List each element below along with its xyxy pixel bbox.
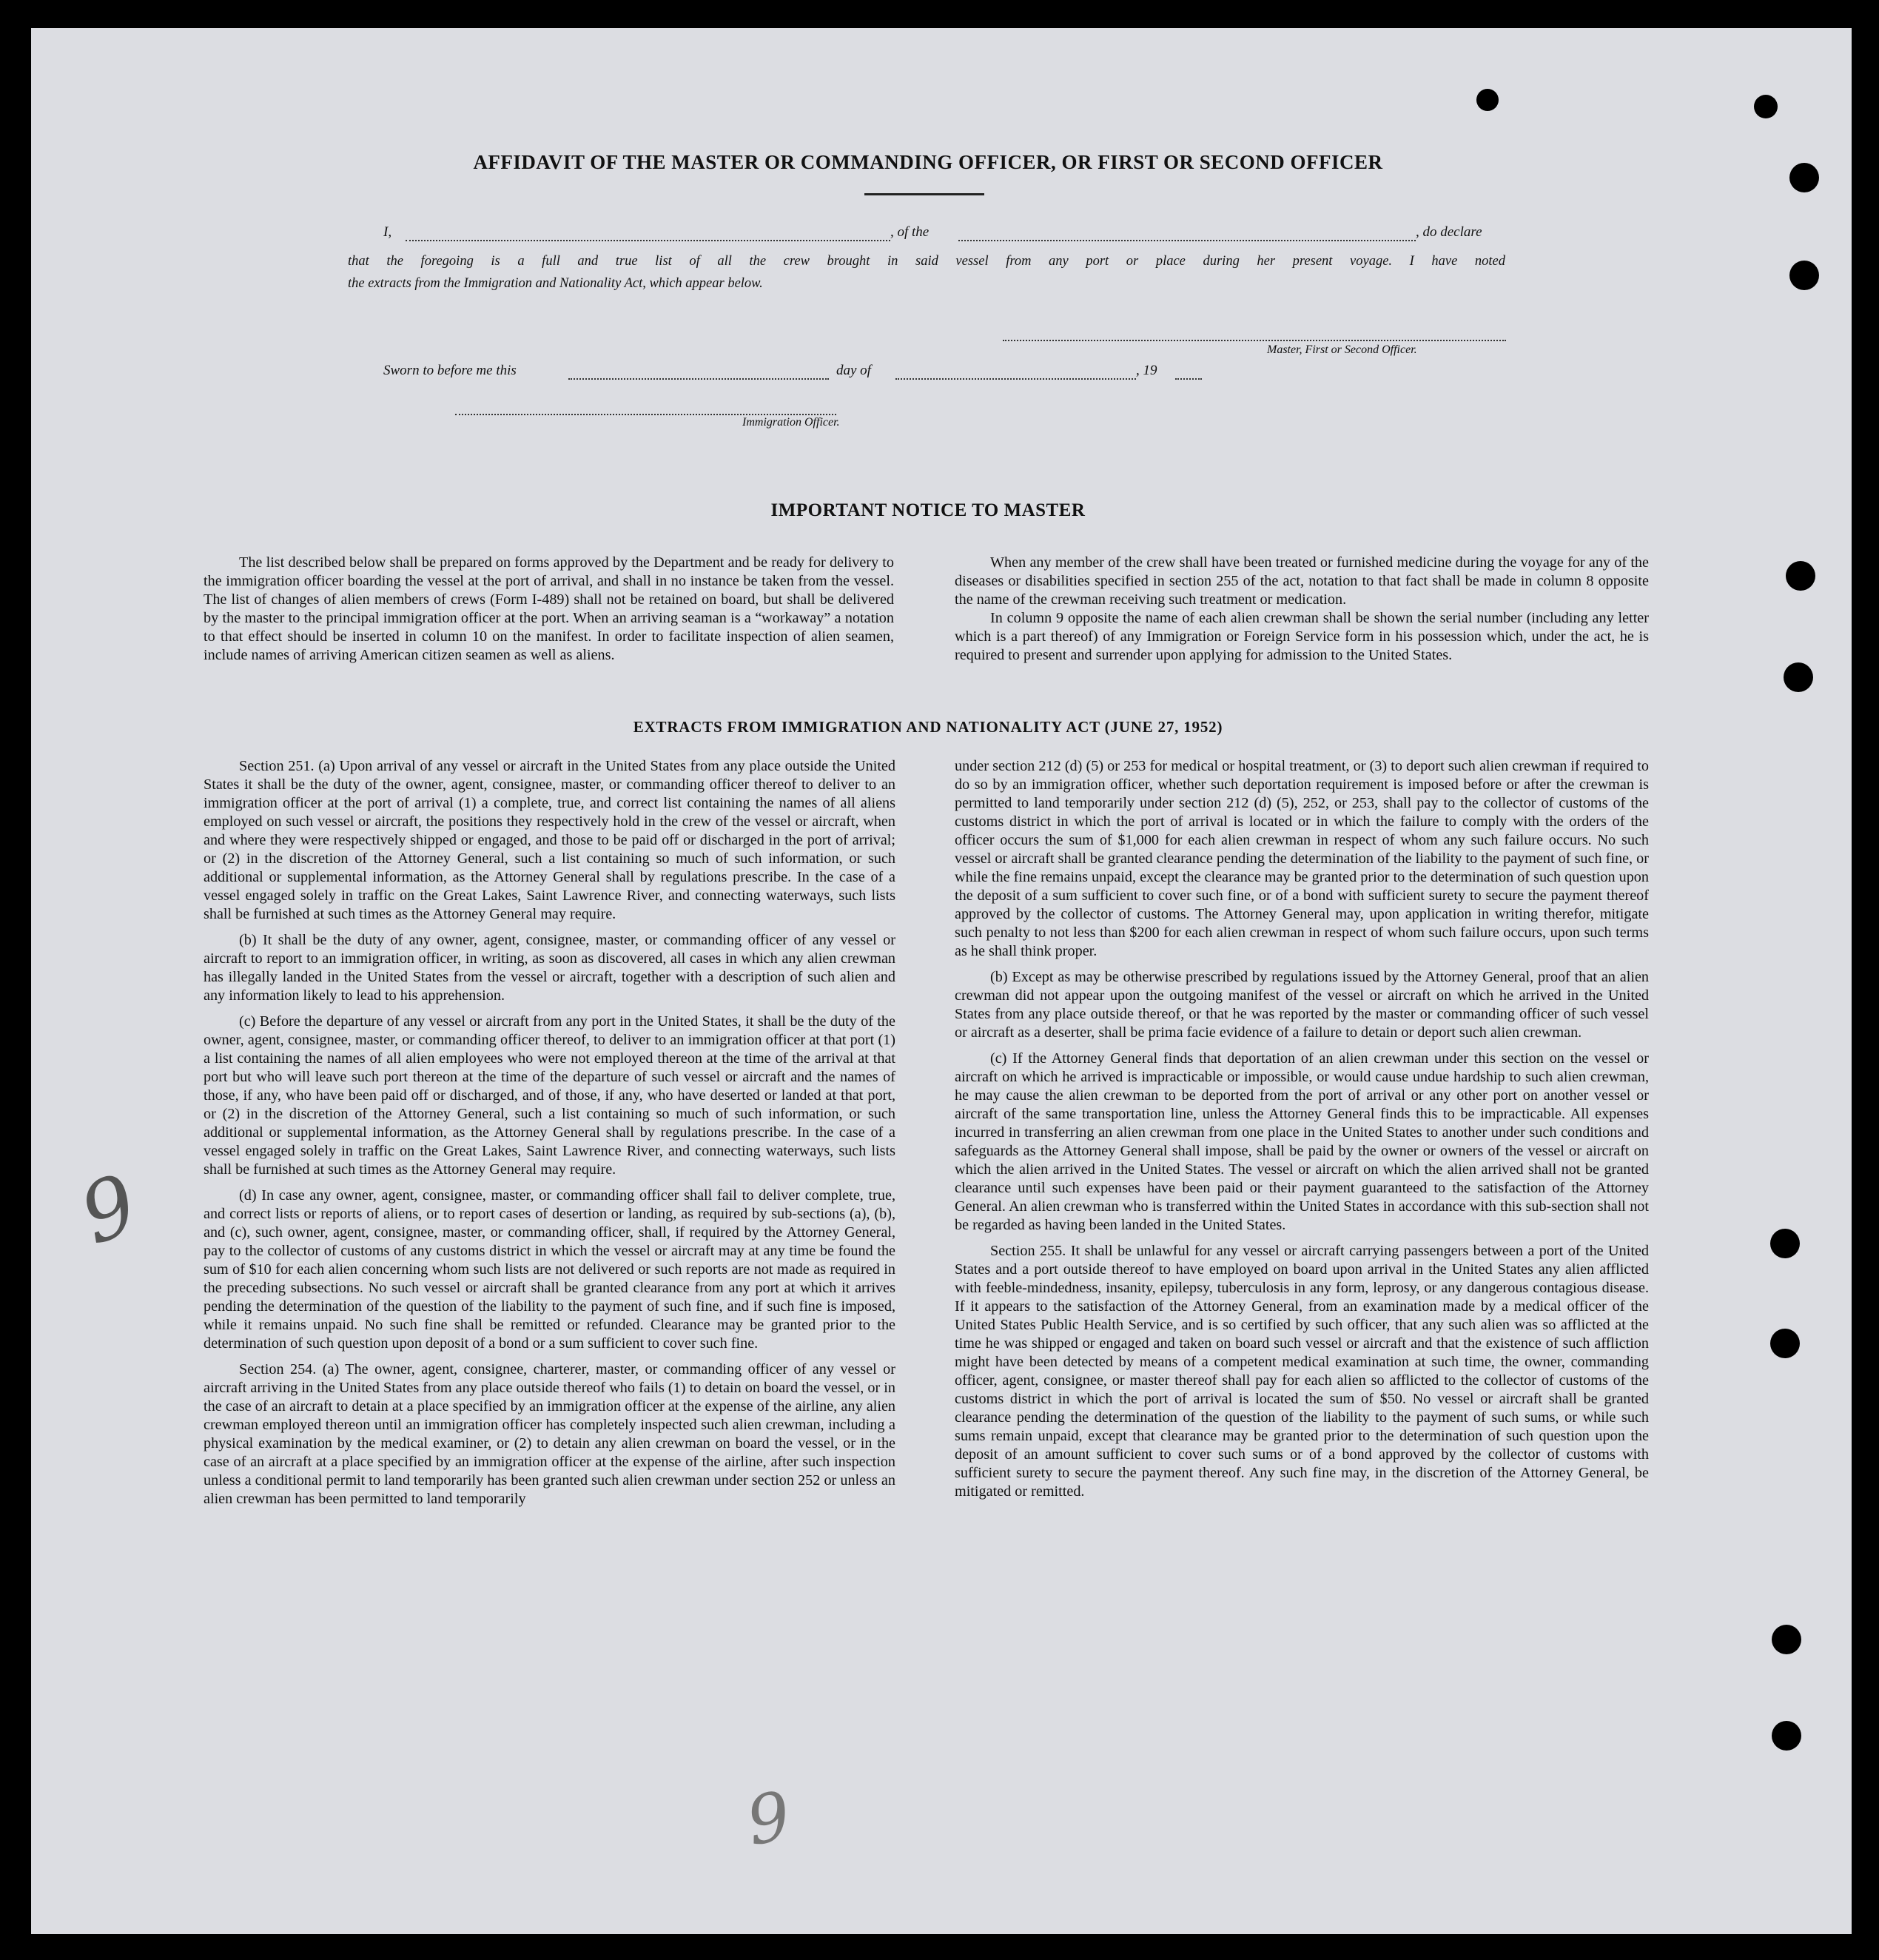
punch-hole bbox=[1770, 1229, 1800, 1258]
punch-hole bbox=[1772, 1625, 1801, 1654]
month-blank[interactable] bbox=[895, 377, 1136, 380]
notice-title: IMPORTANT NOTICE TO MASTER bbox=[770, 500, 1086, 520]
punch-hole bbox=[1784, 662, 1813, 692]
notice-right-text-2: In column 9 opposite the name of each alien crewman shall be shown the serial number (including any letter which is a part thereof) of any Immigration or Foreign Service form in his possession which, under the act, he is required to present and surrender upon applying for admission to the United States. bbox=[955, 610, 1649, 663]
affidavit-title: AFFIDAVIT OF THE MASTER OR COMMANDING OFFICER, OR FIRST OR SECOND OFFICER bbox=[473, 151, 1383, 173]
year-label: , 19 bbox=[1136, 363, 1157, 378]
name-blank[interactable] bbox=[406, 239, 890, 241]
sworn-day-blank[interactable] bbox=[568, 377, 829, 380]
punch-hole bbox=[1789, 163, 1819, 192]
section-254-c: (c) If the Attorney General finds that deportation of an alien crewman under this section on the vessel or aircraft on which he arrived is impracticable or impossible, or would cause undue hardship to such alien crewman, he may cause the alien crewman to be deported from the port of arrival or any other port on another vessel or aircraft of the same transportation line, unless the Attorney General finds this to be impracticable. All expenses incurred in transferring an alien crewman from one place in the United States to another under such conditions and safeguards as the Attorney General shall impose, shall be paid by the owner or owners of the vessel or aircraft on which the alien arrived in the United States. The vessel or aircraft on which the alien arrived shall not be granted clearance until such expenses have been paid or their payment guaranteed to the satisfaction of the Attorney General. An alien crewman who is transferred within the United States in accordance with this sub-section shall not be regarded as having been landed in the United States. bbox=[955, 1050, 1649, 1233]
affidavit-line-2: that the foregoing is a full and true list of all the crew brought in said vessel from any port or place during her present voyage. I have noted bbox=[348, 254, 1505, 269]
section-251-a: Section 251. (a) Upon arrival of any vessel or aircraft in the United States from any place outside the United States it shall be the duty of the owner, agent, consignee, master, or commanding officer thereof to deliver to an immigration officer at the port of arrival (1) a complete, true, and correct list containing the names of all aliens employed on such vessel or aircraft, the positions they respectively hold in the crew of the vessel or aircraft, when and where they were respectively shipped or engaged, and those to be paid off or discharged in the port of arrival; or (2) in the discretion of the Attorney General, such a list containing so much of such information, or such additional or supplemental information, as the Attorney General shall by regulations prescribe. In the case of a vessel engaged solely in traffic on the Great Lakes, Saint Lawrence River, and connecting waterways, such lists shall be furnished at such times as the Attorney General may require. bbox=[204, 758, 895, 922]
section-254-a-continued: under section 212 (d) (5) or 253 for medical or hospital treatment, or (3) to deport such alien crewman if required to do so by an immigration officer, whether such deportation requirement is imposed before or after the crewman is permitted to land temporarily under section 212 (d) (5), 252, or 253, shall pay to the collector of customs of the customs district in which the port of arrival is located or in which the failure to comply with the orders of the officer occurs the sum of $1,000 for each alien crewman in respect of whom any such failure occurs. No such vessel or aircraft shall be granted clearance pending the determination of the liability to the payment of such fine, or while the fine remains unpaid, except the clearance may be granted prior to the determination of such question upon the deposit of a sum sufficient to cover such fine, or of a bond with sufficient surety to secure the payment thereof approved by the collector of customs. The Attorney General may, upon application in writing therefor, mitigate such penalty to not less than $200 for each alien crewman in respect of whom such failure occurs, upon such terms as he shall think proper. bbox=[955, 758, 1649, 959]
extracts-title: EXTRACTS FROM IMMIGRATION AND NATIONALITY ACT (JUNE 27, 1952) bbox=[633, 718, 1223, 736]
officer-signature-label: Immigration Officer. bbox=[742, 416, 840, 429]
handwritten-page-number: 9 bbox=[68, 1155, 149, 1263]
affidavit-i-label: I, bbox=[383, 224, 392, 240]
section-255: Section 255. It shall be unlawful for any vessel or aircraft carrying passengers between a port of the United States and a port outside thereof to have employed on board upon arrival in the United States any alien afflicted with feeble-mindedness, insanity, epilepsy, tuberculosis in any form, leprosy, or any dangerous contagious disease. If it appears to the satisfaction of the Attorney General, from an examination made by a medical officer of the United States Public Health Service, and is so certified by such officer, that any such alien was so afflicted at the time he was shipped or engaged and taken on board such vessel or aircraft and that the existence of such affliction might have been detected by means of a competent medical examination at such time, the owner, commanding officer, agent, consignee, or master thereof shall pay for each alien so afflicted to the collector of customs of the customs district in which the port of arrival is located the sum of $50. No vessel or aircraft shall be granted clearance pending the determination of the question of the liability to the payment of such sums, or while such sums remain unpaid, except that clearance may be granted prior to the determination of such question upon the deposit of an amount sufficient to cover such sums or of a bond approved by the collector of customs with sufficient surety to secure the payment thereof. Any such fine may, in the discretion of the Attorney General, be mitigated or remitted. bbox=[955, 1243, 1649, 1500]
notice-left-text: The list described below shall be prepared on forms approved by the Department and be ready for delivery to the immigration officer boarding the vessel at the port of arrival, and shall in no instance be taken from the vessel. The list of changes of alien members of crews (Form I-489) shall not be retained on board, but shall be delivered by the master to the principal immigration officer at the port. When an arriving seaman is a “workaway” a notation to that effect should be inserted in column 10 on the manifest. In order to facilitate inspection of alien seamen, include names of arriving American citizen seamen as well as aliens. bbox=[204, 554, 894, 663]
punch-hole bbox=[1786, 561, 1815, 591]
master-signature-label: Master, First or Second Officer. bbox=[1267, 343, 1417, 356]
punch-hole bbox=[1789, 261, 1819, 290]
section-251-b: (b) It shall be the duty of any owner, agent, consignee, master, or commanding officer of any vessel or aircraft to report to an immigration officer, in writing, as soon as discovered, all cases in which any alien crewman has illegally landed in the United States from the vessel or aircraft, together with a description of such alien and any information likely to lead to his apprehension. bbox=[204, 932, 895, 1004]
master-signature-blank[interactable] bbox=[1003, 339, 1506, 341]
handwritten-bottom-mark: 9 bbox=[741, 1776, 796, 1862]
year-blank[interactable] bbox=[1175, 377, 1202, 380]
affidavit-of-label: , of the bbox=[890, 224, 930, 240]
affidavit-line-3: the extracts from the Immigration and Nationality Act, which appear below. bbox=[348, 276, 763, 291]
extracts-left-column bbox=[204, 757, 895, 1516]
section-254-a: Section 254. (a) The owner, agent, consignee, charterer, master, or commanding officer of any vessel or aircraft arriving in the United States from any place outside thereof who fails (1) to detain on board the vessel, or in the case of an aircraft to detain at a place specified by an immigration officer at the expense of the airline, any alien crewman employed thereon until an immigration officer has completely inspected such alien crewman, including a physical examination by the medical examiner, or (2) to detain any alien crewman on board the vessel, or in the case of an aircraft at a place specified by an immigration officer at the expense of the airline, after such inspection unless a conditional permit to land temporarily has been granted such alien crewman under section 252 or unless an alien crewman has been permitted to land temporarily bbox=[204, 1361, 895, 1507]
section-254-b: (b) Except as may be otherwise prescribed by regulations issued by the Attorney General, proof that an alien crewman did not appear upon the outgoing manifest of the vessel or aircraft on which he arrived in the United States from any place outside thereof, or that he was reported by the master or commanding officer of such vessel or aircraft as a deserter, shall be prima facie evidence of a failure to detain or deport such alien crewman. bbox=[955, 969, 1649, 1041]
officer-signature-blank[interactable] bbox=[455, 413, 836, 415]
punch-hole bbox=[1770, 1329, 1800, 1358]
notice-right-column bbox=[955, 554, 1649, 672]
punch-hole bbox=[1754, 95, 1778, 118]
affidavit-declare-label: , do declare bbox=[1416, 224, 1482, 240]
notice-right-text-1: When any member of the crew shall have been treated or furnished medicine during the voyage for any of the diseases or disabilities specified in section 255 of the act, notation to that fact shall be made in column 8 opposite the name of the crewman receiving such treatment or medication. bbox=[955, 554, 1649, 608]
title-divider bbox=[864, 193, 984, 195]
extracts-right-column bbox=[955, 757, 1649, 1508]
sworn-label: Sworn to before me this bbox=[383, 363, 517, 378]
section-251-d: (d) In case any owner, agent, consignee, master, or commanding officer shall fail to deliver complete, true, and correct lists or reports of aliens, or to report cases of desertion or landing, as required by sub-sections (a), (b), and (c), such owner, agent, consignee, master, or commanding officer, shall, if required by the Attorney General, pay to the collector of customs of any customs district in which the vessel or aircraft may at any time be found the sum of $10 for each alien concerning whom such lists are not delivered or such reports are not made as required in the preceding subsections. No such vessel or aircraft shall be granted clearance from any port at which it arrives pending the determination of the question of the liability to the payment of such fine, and if such fine is imposed, while it remains unpaid. No such fine shall be remitted or refunded. Clearance may be granted prior to the determination of such question upon deposit of a bond or a sum sufficient to cover such fine. bbox=[204, 1187, 895, 1352]
notice-left-column bbox=[204, 554, 894, 672]
punch-hole bbox=[1772, 1721, 1801, 1751]
vessel-blank[interactable] bbox=[958, 239, 1416, 241]
day-of-label: day of bbox=[836, 363, 871, 378]
punch-hole bbox=[1476, 89, 1499, 111]
section-251-c: (c) Before the departure of any vessel or aircraft from any port in the United States, it shall be the duty of the owner, agent, consignee, master, or commanding officer thereof, to deliver to an immigration officer at that port (1) a list containing the names of all alien employees who were not employed thereon at the time of the arrival at that port but who will leave such port thereon at the time of the departure of such vessel or aircraft and the names of those, if any, who have been paid off or discharged, and of those, if any, who have deserted or landed at that port, or (2) in the discretion of the Attorney General, such a list containing so much of such information, or such additional or supplemental information, as the Attorney General shall by regulations prescribe. In the case of a vessel engaged solely in traffic on the Great Lakes, Saint Lawrence River, and connecting waterways, such lists shall be furnished at such times as the Attorney General may require. bbox=[204, 1013, 895, 1178]
